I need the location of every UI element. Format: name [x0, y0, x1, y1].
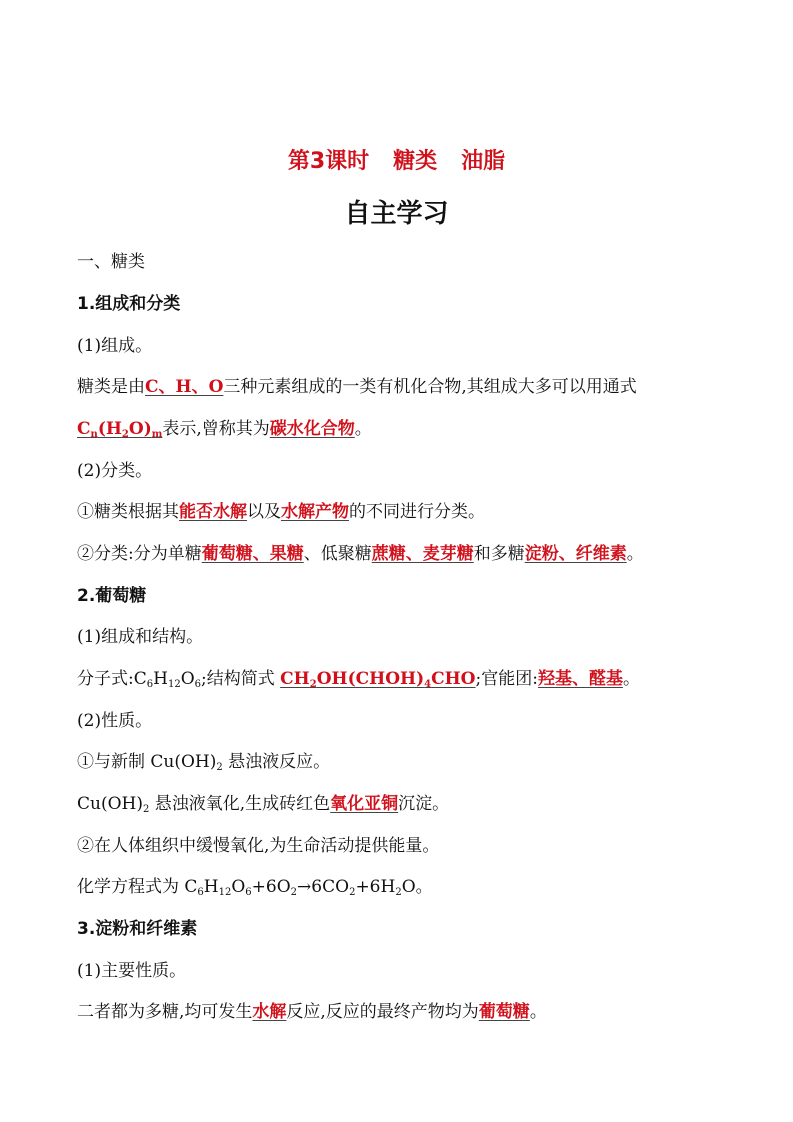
text-run: ②分类:分为单糖 [77, 544, 202, 564]
answer-hydrolysable: 能否水解 [179, 502, 247, 522]
formula-subscript: 6 [146, 679, 154, 690]
answer-functional-groups: 羟基、醛基 [537, 669, 623, 689]
text-run: 糖类是由 [77, 377, 145, 397]
formula-subscript: 2 [290, 887, 298, 898]
text-run: 二者都为多糖,均可发生 [77, 1002, 253, 1022]
lesson-topic-sugar: 糖类 [393, 149, 438, 174]
answer-glucose: 葡萄糖 [478, 1002, 530, 1022]
starch-cellulose-line [77, 1000, 727, 1024]
formula-subscript: 4 [424, 679, 432, 690]
chemical-equation-line [77, 875, 727, 899]
property-line-3: ②在人体组织中缓慢氧化,为生命活动提供能量。 [77, 836, 440, 856]
formula-subscript: m [151, 429, 163, 440]
lesson-title [0, 144, 793, 175]
answer-oligosaccharides: 蔗糖、麦芽糖 [371, 544, 474, 564]
formula-subscript: 12 [167, 679, 181, 690]
text-run: ①糖类根据其 [77, 502, 179, 522]
composition-line-1 [77, 375, 727, 399]
arrow-icon: → [297, 877, 312, 897]
text-run: 。 [626, 544, 644, 564]
formula-subscript: 2 [395, 887, 402, 898]
classification-line-1 [77, 500, 727, 524]
formula-subscript: 2 [142, 804, 150, 815]
text-run: 和多糖 [473, 544, 525, 564]
answer-carbohydrate: 碳水化合物 [269, 419, 355, 439]
formula-part: O [180, 669, 195, 689]
text-run: ;结构简式 [201, 669, 275, 689]
answer-general-formula [77, 419, 162, 439]
text-run: 。 [622, 669, 640, 689]
property-line-1 [77, 750, 727, 774]
formula-subscript: 2 [216, 762, 223, 773]
formula-part: O [231, 877, 246, 897]
classification-label: (2)分类。 [77, 461, 153, 481]
text-run: ①与新制 Cu(OH) [77, 752, 217, 772]
text-run: 表示,曾称其为 [162, 419, 270, 439]
glucose-formula-line [77, 667, 727, 691]
text-run: 反应,反应的最终产物均为 [286, 1002, 479, 1022]
formula-part: 6CO [311, 877, 350, 897]
formula-part: H [153, 669, 168, 689]
text-run: Cu(OH) [77, 794, 143, 814]
text-run: 分子式:C [77, 669, 147, 689]
formula-part: (H [97, 419, 122, 439]
formula-part: O。 [401, 877, 433, 897]
formula-part: CHO [431, 669, 476, 689]
composition-line-2 [77, 417, 727, 441]
main-properties-label: (1)主要性质。 [77, 961, 187, 981]
formula-subscript: 6 [245, 887, 252, 898]
formula-part: O) [128, 419, 152, 439]
formula-part: H [203, 877, 219, 897]
property-line-2 [77, 792, 727, 816]
section-subtitle: 自主学习 [344, 199, 449, 229]
text-run: 悬浊液反应。 [228, 752, 331, 772]
text-run: 悬浊液氧化,生成砖红色 [154, 794, 331, 814]
answer-cuprous-oxide: 氧化亚铜 [330, 794, 399, 814]
text-run: 。 [354, 419, 372, 439]
formula-part: +6O [251, 877, 291, 897]
lesson-topic-oil: 油脂 [461, 149, 506, 174]
answer-monosaccharides: 葡萄糖、果糖 [201, 544, 304, 564]
composition-label: (1)组成。 [77, 336, 153, 356]
text-run: 沉淀。 [398, 794, 450, 814]
formula-subscript: n [90, 429, 98, 440]
answer-hydrolysis-products: 水解产物 [281, 502, 349, 522]
formula-subscript: 12 [218, 887, 232, 898]
formula-subscript: 2 [309, 679, 317, 690]
answer-hydrolysis: 水解 [252, 1002, 287, 1022]
starch-cellulose-heading: 3.淀粉和纤维素 [77, 919, 198, 939]
answer-structural-formula [280, 669, 475, 689]
formula-subscript: 2 [121, 429, 129, 440]
formula-subscript: 6 [194, 679, 201, 690]
composition-heading: 1.组成和分类 [77, 294, 181, 314]
text-run: 。 [529, 1002, 547, 1022]
formula-subscript: 6 [197, 887, 204, 898]
answer-elements: C、H、O [145, 377, 224, 397]
text-run: 三种元素组成的一类有机化合物,其组成大多可以用通式 [223, 377, 637, 397]
formula-part: C [77, 419, 91, 439]
structure-label: (1)组成和结构。 [77, 627, 204, 647]
lesson-number: 第3课时 [287, 149, 370, 174]
sugar-heading: 一、糖类 [77, 252, 145, 272]
answer-polysaccharides: 淀粉、纤维素 [524, 544, 627, 564]
text-run: 化学方程式为 C [77, 877, 198, 897]
formula-part: CH [280, 669, 310, 689]
properties-label: (2)性质。 [77, 711, 153, 731]
classification-line-2 [77, 542, 727, 566]
text-run: 、低聚糖 [303, 544, 372, 564]
formula-part: OH(CHOH) [316, 669, 425, 689]
text-run: ;官能团: [475, 669, 538, 689]
glucose-heading: 2.葡萄糖 [77, 586, 147, 606]
text-run: 以及 [247, 502, 281, 522]
text-run: 的不同进行分类。 [349, 502, 485, 522]
formula-subscript: 2 [349, 887, 356, 898]
formula-part: +6H [355, 877, 396, 897]
